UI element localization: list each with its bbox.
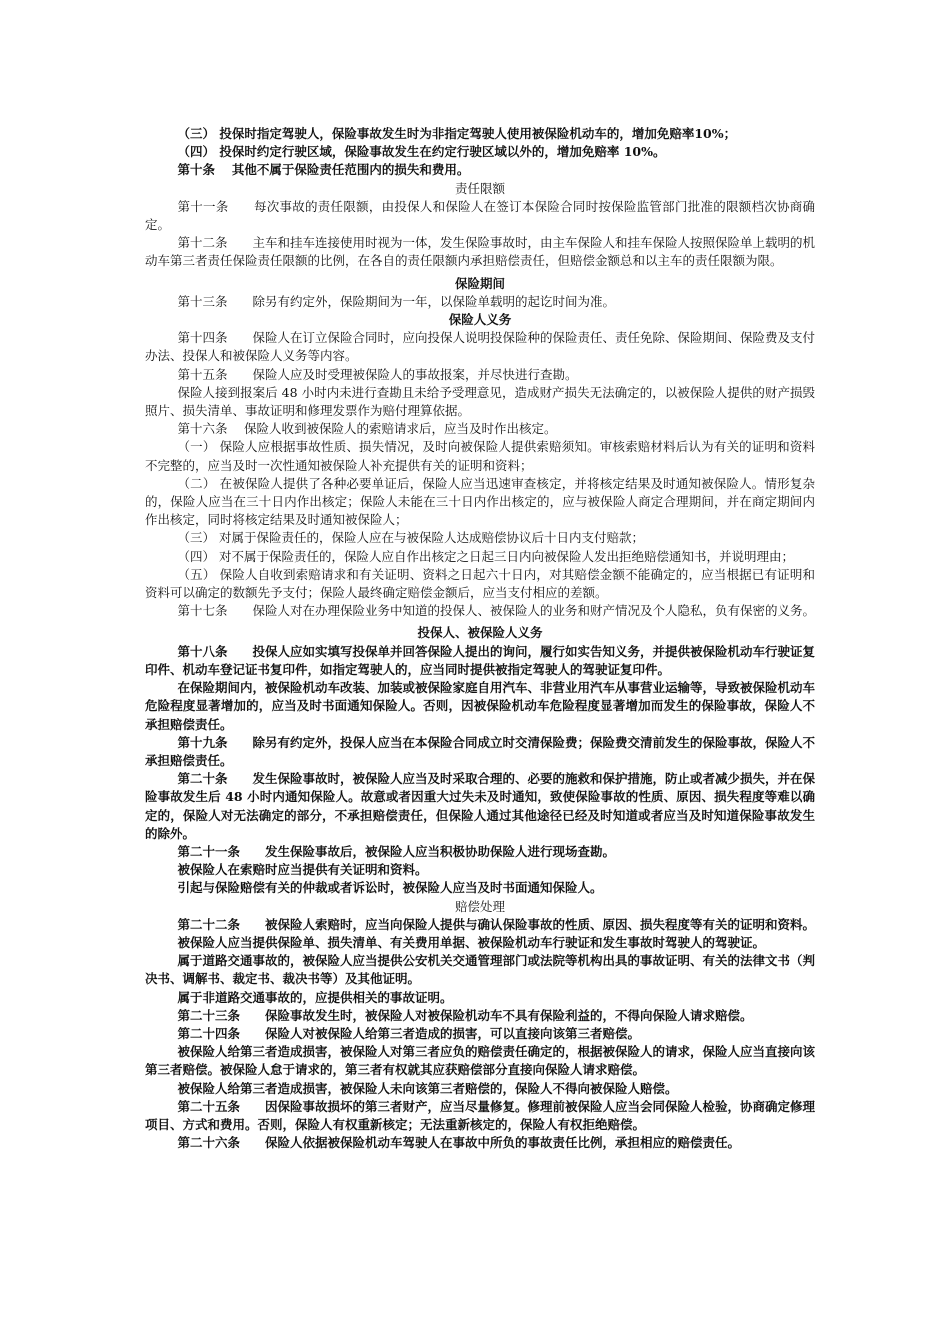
article-22-para-1: 被保险人应当提供保险单、损失清单、有关费用单据、被保险机动车行驶证和发生事故时驾驶人的驾驶证。 [177,934,766,950]
section-heading-insurer-obligations: 保险人义务 [448,312,512,328]
clause-item-4: （四） 投保时约定行驶区域，保险事故发生在约定行驶区域以外的，增加免赔率 10%。 [177,144,666,160]
article-13: 第十三条 除另有约定外，保险期间为一年，以保险单载明的起讫时间为准。 [177,293,616,309]
article-15-para: 保险人接到报案后 48 小时内未进行查勘且未给予受理意见，造成财产损失无法确定的，以被保险人提供的财产损毁照片、损失清单、事故证明和修理发票作为赔付理算依据。 [145,384,815,419]
article-18: 第十八条 投保人应如实填写投保单并回答保险人提出的询问，履行如实告知义务，并提供被保险机动车行驶证复印件、机动车登记证书复印件，如指定驾驶人的，应当同时提供被指定驾驶人的驾驶证复印件。 [145,643,816,677]
article-16-item-2: （二） 在被保险人提供了各种必要单证后，保险人应当迅速审查核定，并将核定结果及时通知被保险人。情形复杂的，保险人应当在三十日内作出核定；保险人未能在三十日内作出核定的，应与被保险人商定合理期间，并在商定期间内作出核定，同时将核定结果及时通知被保险人； [145,475,815,528]
article-16-item-1: （一） 保险人应根据事故性质、损失情况，及时向被保险人提供索赔须知。审核索赔材料后认为有关的证明和资料不完整的，应当及时一次性通知被保险人补充提供有关的证明和资料； [145,439,815,473]
article-22-para-2: 属于道路交通事故的，被保险人应当提供公安机关交通管理部门或法院等机构出具的事故证明、有关的法律文书（判决书、调解书、裁定书、裁决书等）及其他证明。 [145,953,816,987]
article-16-item-3: （三） 对属于保险责任的，保险人应在与被保险人达成赔偿协议后十日内支付赔款； [177,530,644,546]
clause-item-3: （三） 投保时指定驾驶人，保险事故发生时为非指定驾驶人使用被保险机动车的，增加免赔率10%； [177,126,737,141]
section-heading-claims: 赔偿处理 [454,898,505,914]
article-12: 第十二条 主车和挂车连接使用时视为一体，发生保险事故时，由主车保险人和挂车保险人按照保险单上载明的机动车第三者责任保险责任限额的比例，在各自的责任限额内承担赔偿责任，但赔偿金额总和以主车的责任限额为限。 [145,235,816,269]
section-heading-liability-limit: 责任限额 [454,180,505,196]
article-24-para-1: 被保险人给第三者造成损害，被保险人对第三者应负的赔偿责任确定的，根据被保险人的请求，保险人应当直接向该第三者赔偿。被保险人怠于请求的，第三者有权就其应获赔偿部分直接向保险人请求赔偿。 [145,1044,816,1078]
article-21-para-1: 被保险人在索赔时应当提供有关证明和资料。 [177,862,428,878]
article-16: 第十六条 保险人收到被保险人的索赔请求后，应当及时作出核定。 [177,421,557,437]
article-14: 第十四条 保险人在订立保险合同时，应向投保人说明投保险种的保险责任、责任免除、保险期间、保险费及支付办法、投保人和被保险人义务等内容。 [145,330,816,364]
article-25: 第二十五条 因保险事故损坏的第三者财产，应当尽量修复。修理前被保险人应当会同保险人检验，协商确定修理项目、方式和费用。否则，保险人有权重新核定；无法重新核定的，保险人有权拒绝赔偿。 [145,1098,816,1132]
article-23: 第二十三条 保险事故发生时，被保险人对被保险机动车不具有保险利益的，不得向保险人请求赔偿。 [177,1007,753,1023]
article-16-item-4: （四） 对不属于保险责任的，保险人应自作出核定之日起三日内向被保险人发出拒绝赔偿通知书，并说明理由； [177,548,794,564]
section-heading-insurance-period: 保险期间 [454,275,505,291]
article-16-item-5: （五） 保险人自收到索赔请求和有关证明、资料之日起六十日内，对其赔偿金额不能确定的，应当根据已有证明和资料可以确定的数额先予支付；保险人最终确定赔偿金额后，应当支付相应的差额。 [145,566,815,601]
document-page [145,125,815,1152]
article-22: 第二十二条 被保险人索赔时，应当向保险人提供与确认保险事故的性质、原因、损失程度等有关的证明和资料。 [177,916,816,932]
article-17: 第十七条 保险人对在办理保险业务中知道的投保人、被保险人的业务和财产情况及个人隐私，负有保密的义务。 [177,603,816,619]
article-22-para-3: 属于非道路交通事故的，应提供相关的事故证明。 [177,989,453,1005]
article-24: 第二十四条 保险人对被保险人给第三者造成的损害，可以直接向该第三者赔偿。 [177,1025,641,1041]
article-15: 第十五条 保险人应及时受理被保险人的事故报案，并尽快进行查勘。 [177,366,578,382]
article-20: 第二十条 发生保险事故时，被保险人应当及时采取合理的、必要的施救和保护措施，防止或者减少损失，并在保险事故发生后 48 小时内通知保险人。故意或者因重大过失未及时通知，致使保险事故的性质、原因、损失程度等难以确定的，保险人对无法确定的部分，不承担赔偿责任，但保险人通过其他途径已经及时知道或者应当及时知道保险事故发生的除外。 [145,771,816,841]
article-19: 第十九条 除另有约定外，投保人应当在本保险合同成立时交清保险费；保险费交清前发生的保险事故，保险人不承担赔偿责任。 [145,734,816,768]
section-heading-policyholder-obligations: 投保人、被保险人义务 [417,625,543,641]
article-11: 第十一条 每次事故的责任限额，由投保人和保险人在签订本保险合同时按保险监管部门批准的限额档次协商确定。 [145,198,815,233]
article-18-para: 在保险期间内，被保险机动车改装、加装或被保险家庭自用汽车、非营业用汽车从事营业运输等，导致被保险机动车危险程度显著增加的，应当及时书面通知保险人。否则，因被保险机动车危险程度显著增加而发生的保险事故，保险人不承担赔偿责任。 [145,680,816,732]
article-24-para-2: 被保险人给第三者造成损害，被保险人未向该第三者赔偿的，保险人不得向被保险人赔偿。 [177,1080,678,1096]
article-26: 第二十六条 保险人依据被保险机动车驾驶人在事故中所负的事故责任比例，承担相应的赔偿责任。 [177,1135,741,1151]
article-21: 第二十一条 发生保险事故后，被保险人应当积极协助保险人进行现场查勘。 [177,843,616,859]
article-21-para-2: 引起与保险赔偿有关的仲裁或者诉讼时，被保险人应当及时书面通知保险人。 [177,880,603,896]
article-10: 第十条 其他不属于保险责任范围内的损失和费用。 [177,162,470,178]
